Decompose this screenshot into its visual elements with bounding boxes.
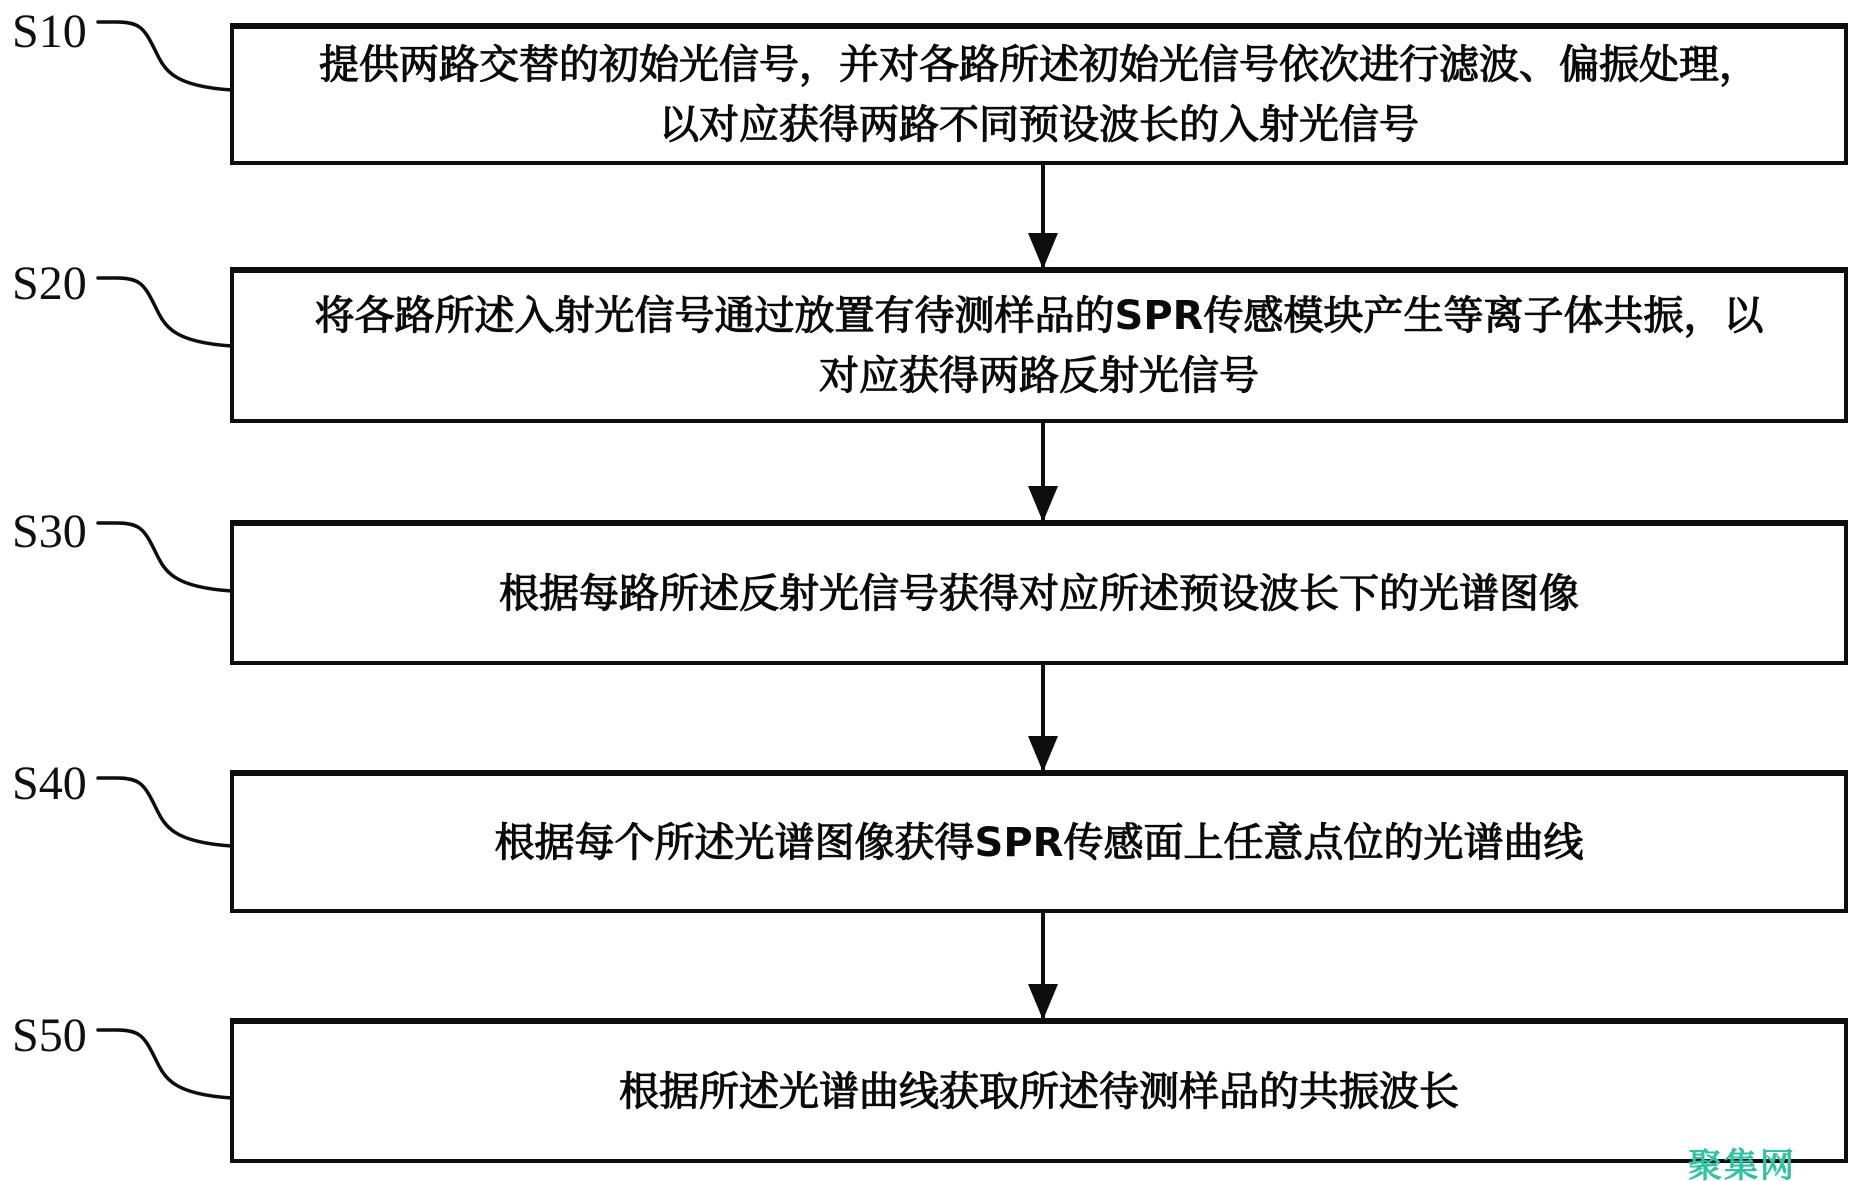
watermark: 聚集网 bbox=[1688, 1146, 1796, 1181]
flow-arrow-2 bbox=[1041, 423, 1045, 520]
step-label-s20: S20 bbox=[12, 257, 87, 310]
connector-curve-s50 bbox=[95, 1024, 235, 1104]
connector-curve-s10 bbox=[95, 16, 235, 96]
step-label-s30: S30 bbox=[12, 505, 87, 558]
step-text-s10: 提供两路交替的初始光信号，并对各路所述初始光信号依次进行滤波、偏振处理，以对应获得两路不同预设波长的入射光信号 bbox=[319, 42, 1759, 148]
step-text-s50: 根据所述光谱曲线获取所述待测样品的共振波长 bbox=[619, 1068, 1459, 1115]
step-label-s10: S10 bbox=[12, 5, 87, 58]
step-label-s50: S50 bbox=[12, 1009, 87, 1062]
connector-curve-s40 bbox=[95, 772, 235, 852]
step-box-s50 bbox=[230, 1018, 1848, 1163]
connector-curve-s20 bbox=[95, 272, 235, 352]
connector-curve-s30 bbox=[95, 517, 235, 597]
flow-arrow-4 bbox=[1041, 913, 1045, 1018]
step-box-s20 bbox=[230, 267, 1848, 423]
step-box-s40 bbox=[230, 770, 1848, 913]
step-text-s40: 根据每个所述光谱图像获得SPR传感面上任意点位的光谱曲线 bbox=[494, 819, 1584, 866]
flow-arrow-1 bbox=[1041, 165, 1045, 267]
step-label-s40: S40 bbox=[12, 757, 87, 810]
flow-arrow-3 bbox=[1041, 665, 1045, 770]
step-text-s30: 根据每路所述反射光信号获得对应所述预设波长下的光谱图像 bbox=[499, 570, 1579, 617]
step-box-s30 bbox=[230, 520, 1848, 665]
step-box-s10 bbox=[230, 23, 1848, 165]
step-text-s20: 将各路所述入射光信号通过放置有待测样品的SPR传感模块产生等离子体共振，以对应获得两路反射光信号 bbox=[314, 293, 1764, 399]
